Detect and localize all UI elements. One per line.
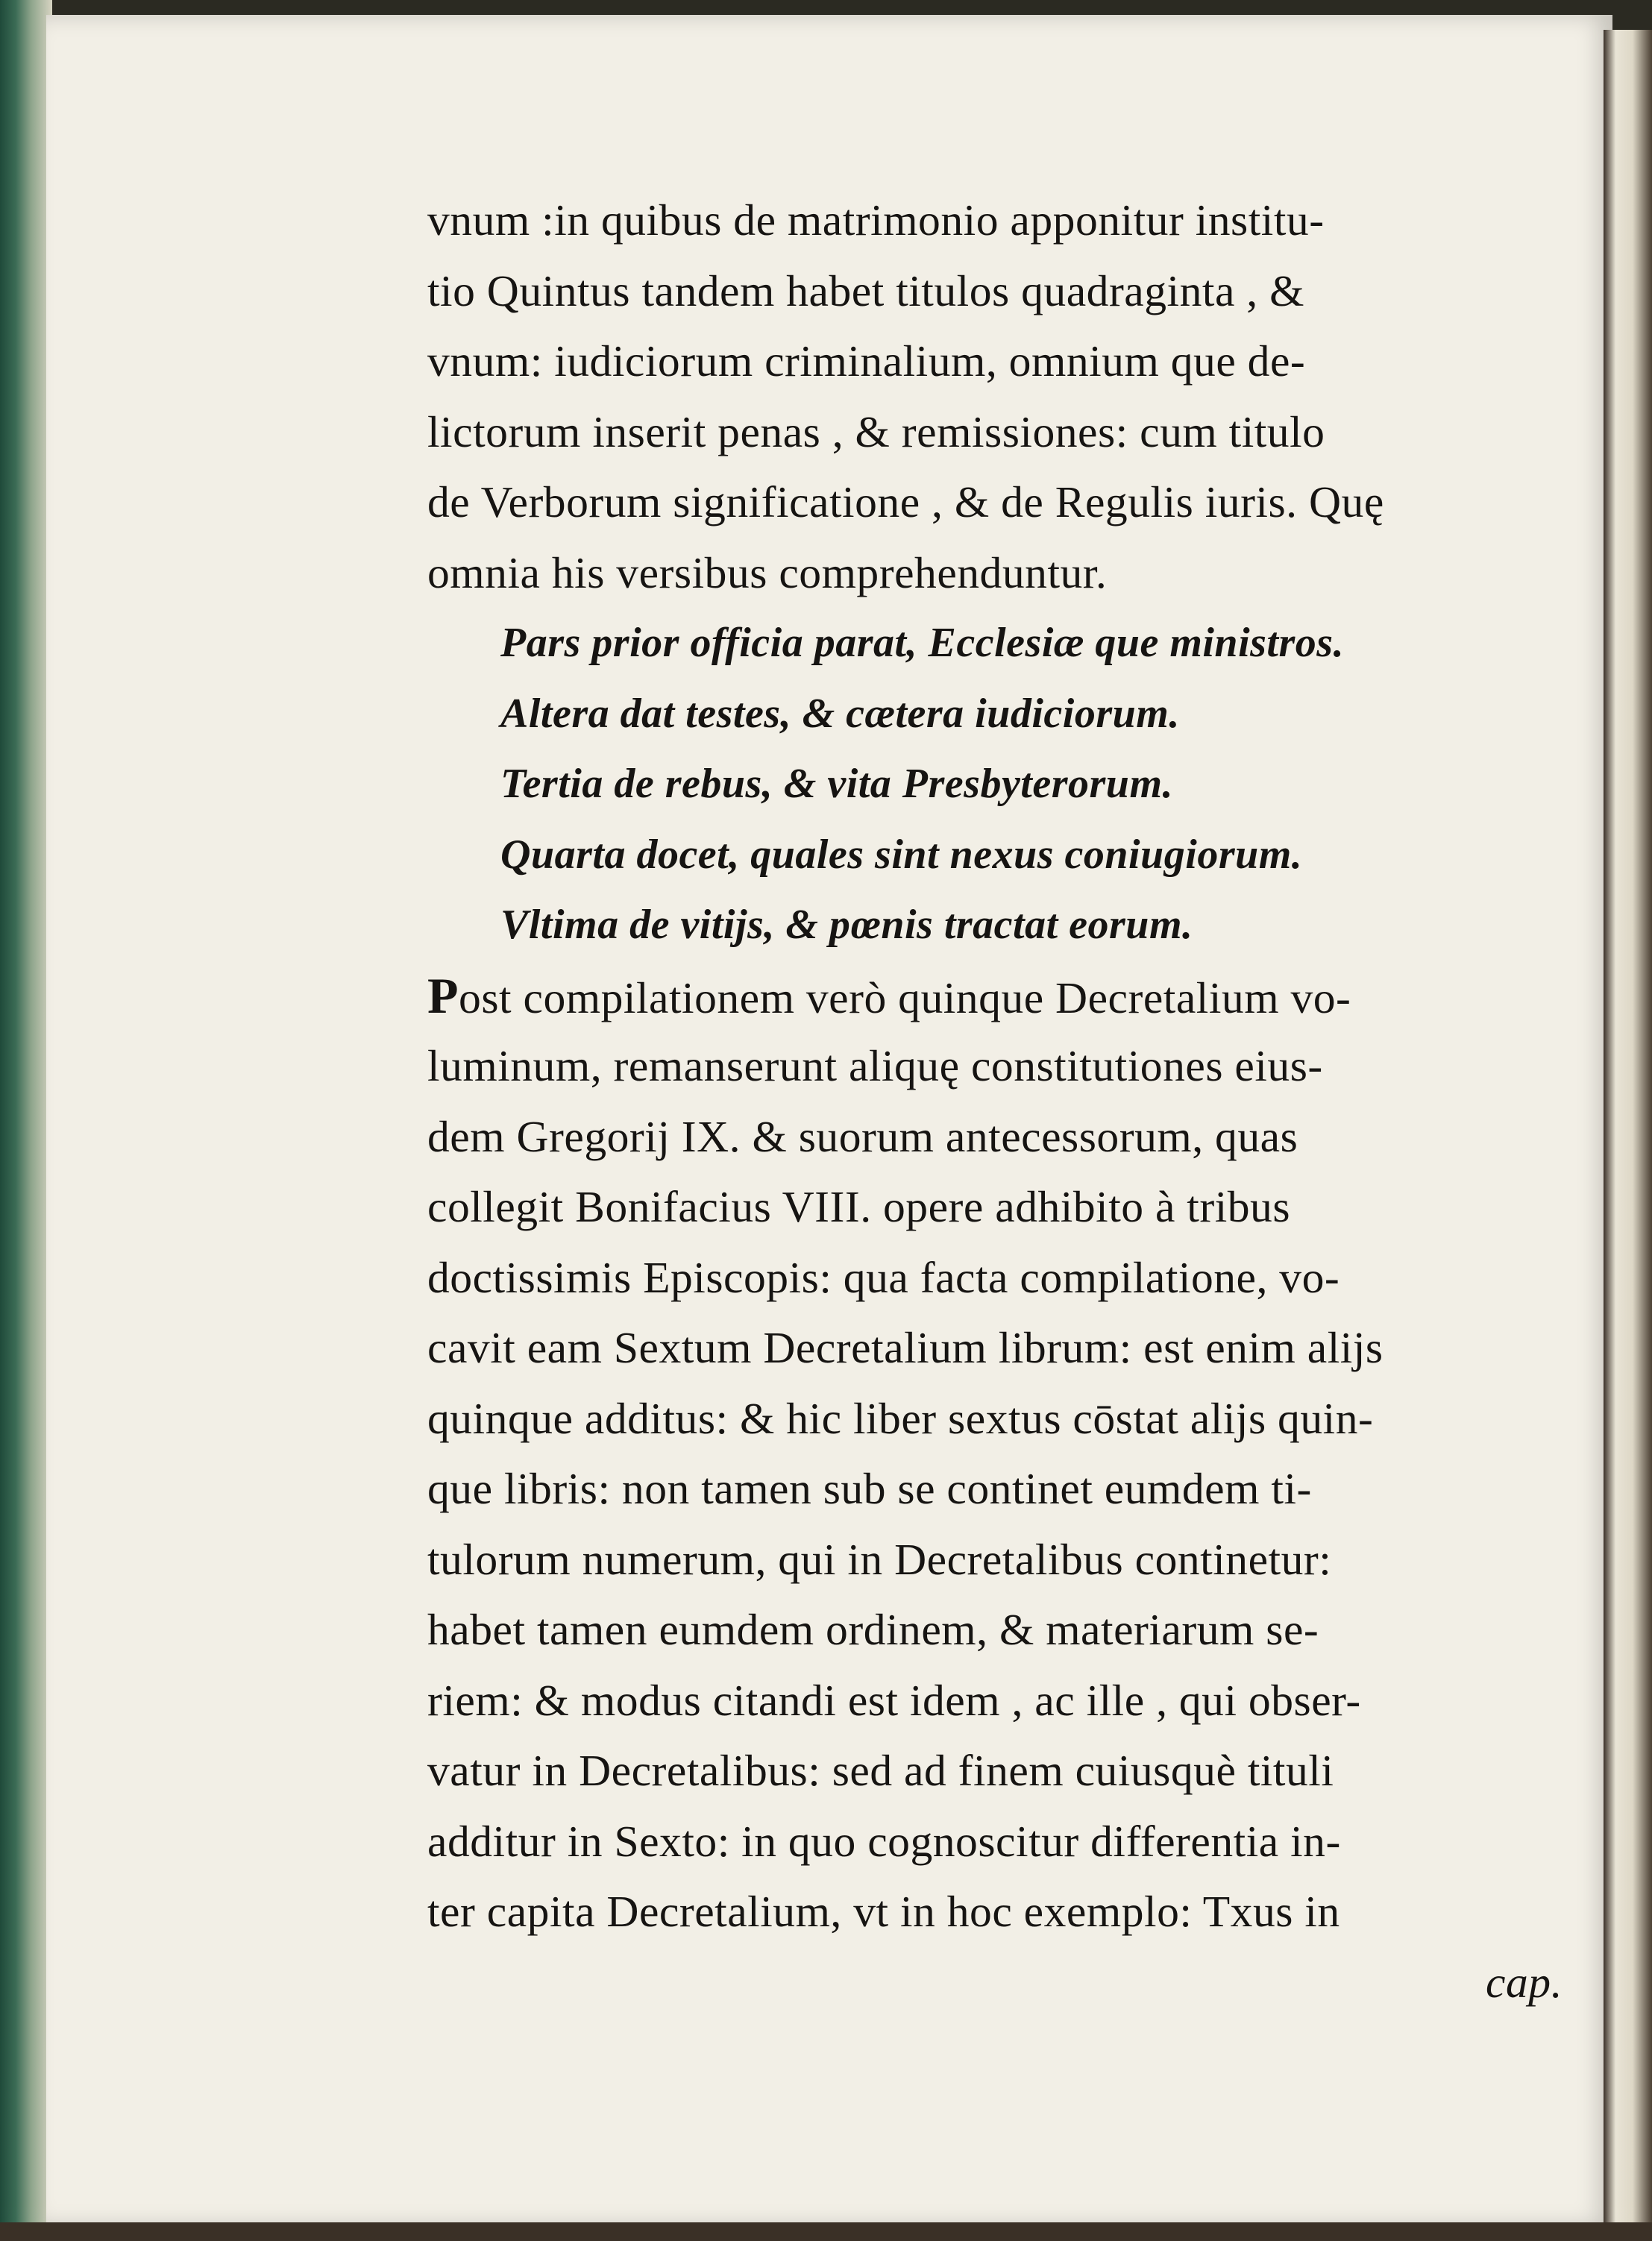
paragraph-first-line <box>427 961 1563 1031</box>
text-line: additur in Sexto: in quo cognoscitur differentia in- <box>427 1816 1341 1866</box>
text-line: doctissimis Episcopis: qua facta compilatione, vo- <box>427 1252 1340 1302</box>
catchword: cap. <box>1486 1957 1563 2007</box>
text-line: cavit eam Sextum Decretalium librum: est enim alijs <box>427 1323 1384 1372</box>
facing-page-edge <box>1604 30 1652 2222</box>
text-line: que libris: non tamen sub se continet eumdem ti- <box>427 1464 1312 1513</box>
text-line: ter capita Decretalium, vt in hoc exemplo: Txus in <box>427 1887 1340 1936</box>
text-line: dem Gregorij IX. & suorum antecessorum, quas <box>427 1111 1298 1161</box>
text-line: vatur in Decretalibus: sed ad finem cuiusquè tituli <box>427 1746 1334 1795</box>
initial-letter: P <box>427 967 459 1024</box>
book-binding-edge <box>0 0 52 2241</box>
verse-line: Quarta docet, quales sint nexus coniugiorum. <box>500 831 1303 878</box>
text-line: vnum: iudiciorum criminalium, omnium que de- <box>427 336 1306 386</box>
text-line: ost compilationem verò quinque Decretalium vo- <box>459 972 1351 1022</box>
text-line: vnum :in quibus de matrimonio apponitur institu- <box>427 195 1325 245</box>
book-bottom-edge <box>0 2222 1652 2241</box>
verse-line: Vltima de vitijs, & pœnis tractat eorum. <box>500 902 1193 948</box>
page-text <box>427 185 1563 2017</box>
text-line: tio Quintus tandem habet titulos quadraginta , & <box>427 265 1304 315</box>
verse-line: Pars prior officia parat, Ecclesiæ que ministros. <box>500 620 1345 666</box>
text-line: habet tamen eumdem ordinem, & materiarum se- <box>427 1605 1319 1654</box>
text-line: omnia his versibus comprehenduntur. <box>427 547 1108 597</box>
text-line: de Verborum significatione , & de Regulis iuris. Quę <box>427 477 1384 527</box>
verse-line: Tertia de rebus, & vita Presbyterorum. <box>500 761 1174 807</box>
text-line: collegit Bonifacius VIII. opere adhibito à tribus <box>427 1182 1291 1231</box>
verse-line: Altera dat testes, & cætera iudiciorum. <box>500 690 1180 737</box>
text-line: riem: & modus citandi est idem , ac ille , qui obser- <box>427 1675 1361 1725</box>
text-line: luminum, remanserunt aliquę constitutiones eius- <box>427 1041 1323 1090</box>
text-line: lictorum inserit penas , & remissiones: cum titulo <box>427 406 1325 456</box>
text-line: tulorum numerum, qui in Decretalibus continetur: <box>427 1534 1332 1584</box>
text-line: quinque additus: & hic liber sextus cōstat alijs quin- <box>427 1393 1374 1443</box>
